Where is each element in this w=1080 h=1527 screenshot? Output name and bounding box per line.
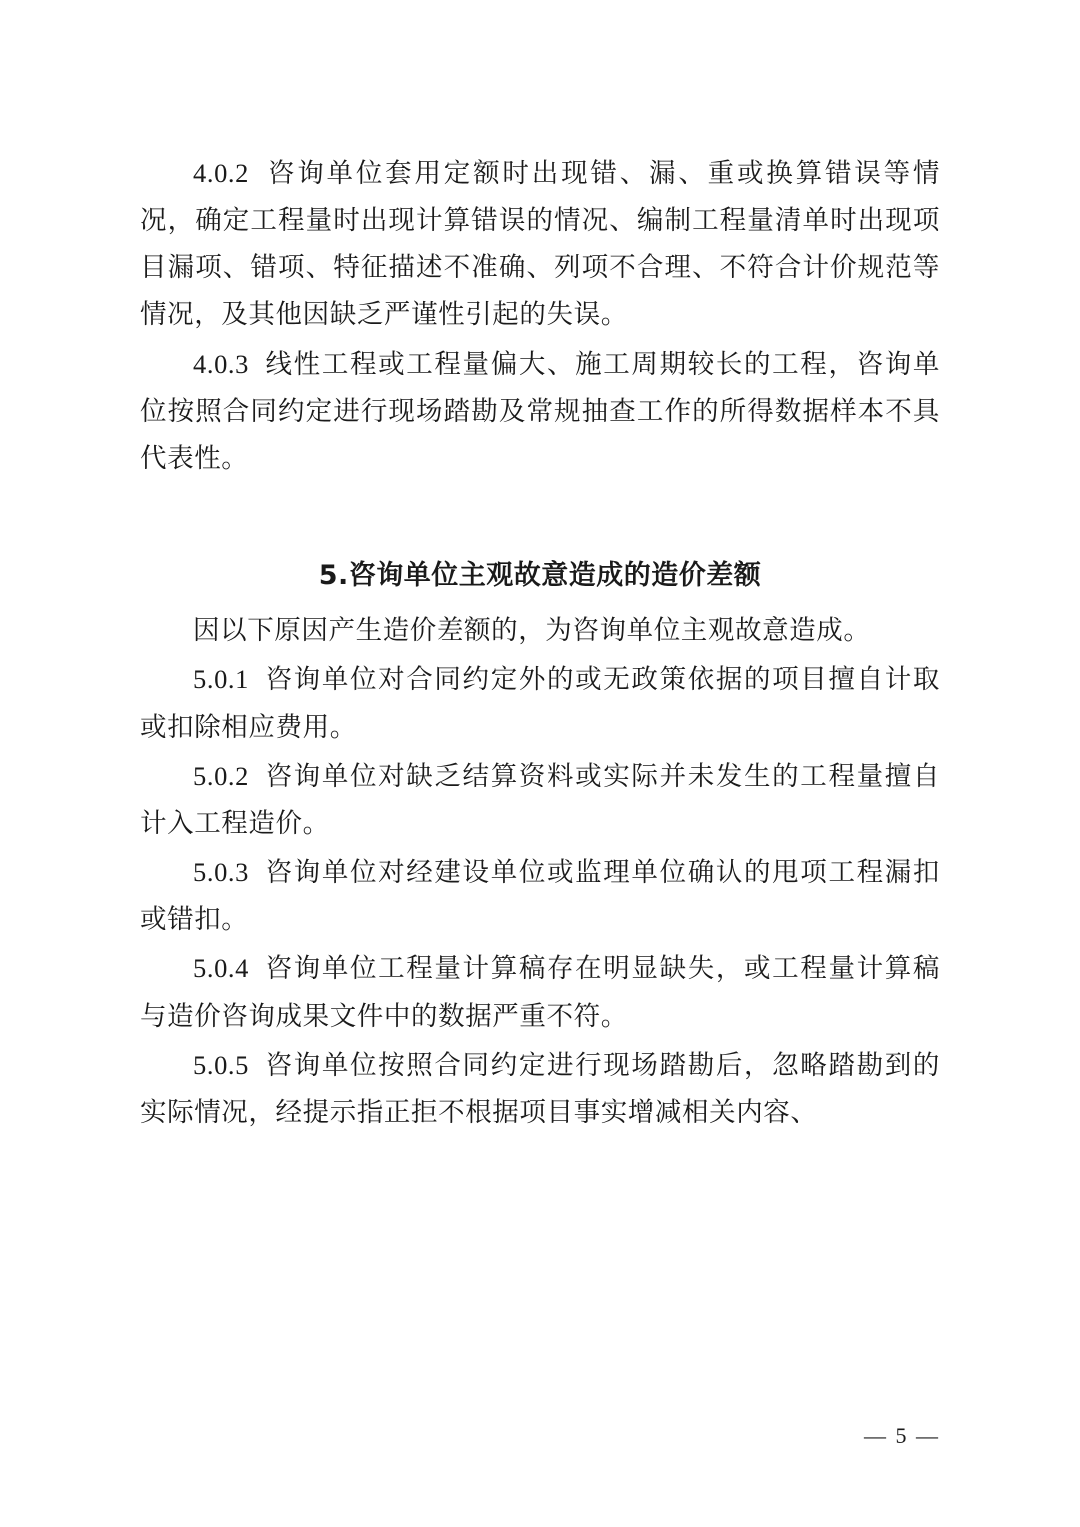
clause-4-0-3: 4.0.3 线性工程或工程量偏大、施工周期较长的工程，咨询单位按照合同约定进行现场踏勘及常规抽查工作的所得数据样本不具代表性。 xyxy=(140,348,940,473)
section-5-intro: 因以下原因产生造价差额的，为咨询单位主观故意造成。 xyxy=(193,615,871,646)
section-heading-5: 5.咨询单位主观故意造成的造价差额 xyxy=(318,560,762,592)
clause-5-0-2: 5.0.2 咨询单位对缺乏结算资料或实际并未发生的工程量擅自计入工程造价。 xyxy=(140,760,940,838)
clause-5-0-3: 5.0.3 咨询单位对经建设单位或监理单位确认的甩项工程漏扣或错扣。 xyxy=(140,857,940,935)
clause-5-0-5: 5.0.5 咨询单位按照合同约定进行现场踏勘后，忽略踏勘到的实际情况，经提示指正拒不根据项目事实增减相关内容、 xyxy=(140,1049,940,1127)
clause-5-0-4: 5.0.4 咨询单位工程量计算稿存在明显缺失，或工程量计算稿与造价咨询成果文件中的数据严重不符。 xyxy=(140,953,940,1031)
clause-4-0-2: 4.0.2 咨询单位套用定额时出现错、漏、重或换算错误等情况，确定工程量时出现计算错误的情况、编制工程量清单时出现项目漏项、错项、特征描述不准确、列项不合理、不符合计价规范等情况，及其他因缺乏严谨性引起的失误。 xyxy=(140,158,940,330)
page-content xyxy=(140,150,940,1138)
clause-5-0-1: 5.0.1 咨询单位对合同约定外的或无政策依据的项目擅自计取或扣除相应费用。 xyxy=(140,664,940,742)
section-spacer xyxy=(140,484,940,510)
page-number: — 5 — xyxy=(864,1423,940,1448)
